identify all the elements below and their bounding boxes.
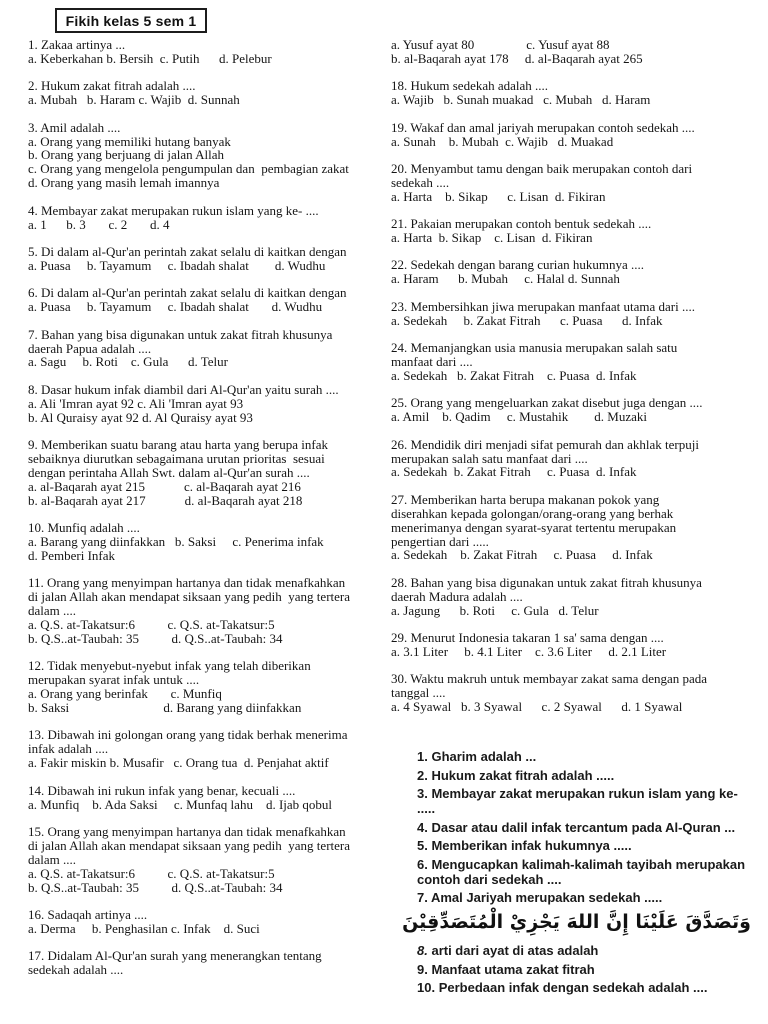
question-block: [391, 672, 751, 714]
question-line: a. Sedekah b. Zakat Fitrah c. Puasa d. Infak: [391, 464, 637, 480]
question-line: a. Sunah b. Mubah c. Wajib d. Muakad: [391, 133, 614, 149]
essay-item: [417, 980, 751, 995]
essay-item-number: 2.: [417, 767, 432, 783]
question-line: b. Orang yang berjuang di jalan Allah: [28, 147, 225, 163]
question-block: [28, 825, 378, 895]
question-block: [28, 728, 378, 770]
question-line: a. Derma b. Penghasilan c. Infak d. Suci: [28, 920, 260, 936]
question-line: d. Orang yang masih lemah imannya: [28, 175, 220, 191]
question-block: [28, 438, 378, 508]
question-line: b. Q.S..at-Taubah: 35 d. Q.S..at-Taubah: 34: [28, 630, 283, 646]
question-line: a. 4 Syawal b. 3 Syawal c. 2 Syawal d. 1 Syawal: [391, 699, 683, 715]
question-line: merupakan syarat infak untuk ....: [28, 672, 200, 688]
essay-section: [402, 749, 751, 999]
question-line: menerimanya dengan syarat-syarat tertentu merupakan: [391, 519, 677, 535]
question-line: 10. Munfiq adalah ....: [28, 520, 140, 536]
essay-item-text: arti dari ayat di atas adalah: [431, 943, 599, 958]
question-line: tanggal ....: [391, 685, 446, 701]
essay-item: [417, 943, 751, 958]
essay-item: [417, 857, 751, 887]
question-line: 11. Orang yang menyimpan hartanya dan tidak menafkahkan: [28, 575, 346, 591]
question-line: sebaiknya diurutkan sebagaimana urutan prioritas sesuai: [28, 450, 325, 466]
question-block: [28, 949, 378, 977]
title-box: [55, 8, 207, 33]
question-line: a. al-Baqarah ayat 215 c. al-Baqarah ayat 216: [28, 478, 301, 494]
question-line: a. Ali 'Imran ayat 92 c. Ali 'Imran ayat 93: [28, 395, 244, 411]
question-line: dalam ....: [28, 851, 77, 867]
essay-item-number: 7.: [417, 890, 431, 905]
questions-column-right: [391, 38, 751, 728]
question-line: a. Puasa b. Tayamum c. Ibadah shalat d. Wudhu: [28, 257, 326, 273]
question-line: diserahkan kepada golongan/orang-orang yang berhak: [391, 505, 674, 521]
question-line: a. 3.1 Liter b. 4.1 Liter c. 3.6 Liter d. 2.1 Liter: [391, 644, 667, 659]
essay-item-number: 10.: [417, 980, 439, 995]
question-line: 29. Menurut Indonesia takaran 1 sa' sama dengan ....: [391, 630, 664, 646]
question-line: a. Q.S. at-Takatsur:6 c. Q.S. at-Takatsur:5: [28, 865, 275, 881]
question-line: a. Harta b. Sikap c. Lisan d. Fikiran: [391, 230, 593, 246]
question-block: [28, 204, 378, 232]
essay-item-number: 5.: [417, 838, 432, 853]
question-line: 18. Hukum sedekah adalah ....: [391, 78, 549, 94]
question-line: 9. Memberikan suatu barang atau harta yang berupa infak: [28, 437, 328, 453]
question-line: dalam ....: [28, 603, 77, 619]
essay-item-text: Membayar zakat merupakan rukun islam yang ke- .....: [417, 786, 738, 816]
question-line: 5. Di dalam al-Qur'an perintah zakat selalu di kaitkan dengan: [28, 243, 347, 259]
question-line: a. Puasa b. Tayamum c. Ibadah shalat d. Wudhu: [28, 299, 323, 315]
question-line: merupakan salah satu manfaat dari ....: [391, 450, 588, 466]
question-line: b. al-Baqarah ayat 217 d. al-Baqarah ayat 218: [28, 492, 303, 508]
question-block: [28, 784, 378, 812]
question-block: [391, 162, 751, 204]
question-line: a. Mubah b. Haram c. Wajib d. Sunnah: [28, 92, 240, 108]
question-line: daerah Papua adalah ....: [28, 340, 152, 356]
question-line: 19. Wakaf dan amal jariyah merupakan contoh sedekah ....: [391, 119, 695, 135]
question-block: [28, 121, 378, 191]
question-line: d. Pemberi Infak: [28, 547, 116, 563]
question-block: [28, 38, 378, 66]
question-line: 28. Bahan yang bisa digunakan untuk zakat fitrah khusunya: [391, 574, 702, 590]
question-line: a. Yusuf ayat 80 c. Yusuf ayat 88: [391, 37, 610, 52]
question-line: 17. Didalam Al-Qur'an surah yang menerangkan tentang: [28, 948, 322, 964]
question-line: a. Q.S. at-Takatsur:6 c. Q.S. at-Takatsur:5: [28, 617, 275, 632]
question-block: [391, 576, 751, 618]
essay-item-number: 9.: [417, 961, 432, 977]
question-block: [28, 328, 378, 370]
question-block: [28, 521, 378, 563]
question-line: a. Sedekah b. Zakat Fitrah c. Puasa d. Infak: [391, 312, 663, 328]
arabic-verse: وَتَصَدَّقَ عَلَيْنَا إِنَّ اللهَ يَجْزِيْ الْمُتَصَدِّقِيْنَ: [402, 911, 751, 933]
question-block: [391, 300, 751, 328]
essay-list-before-verse: [417, 749, 751, 905]
question-block: [28, 659, 378, 715]
question-line: di jalan Allah akan mendapat siksaan yang pedih yang tertera: [28, 589, 350, 605]
essay-item: [417, 768, 751, 783]
question-line: 15. Orang yang menyimpan hartanya dan tidak menafkahkan: [28, 823, 346, 839]
essay-item: [417, 890, 751, 905]
question-line: 3. Amil adalah ....: [28, 119, 121, 135]
question-line: infak adalah ....: [28, 741, 109, 757]
question-line: sedekah ....: [391, 174, 450, 190]
essay-item: [417, 820, 751, 835]
question-line: 24. Memanjangkan usia manusia merupakan salah satu: [391, 340, 678, 356]
question-line: a. Fakir miskin b. Musafir c. Orang tua d. Penjahat aktif: [28, 755, 329, 771]
question-line: 12. Tidak menyebut-nyebut infak yang telah diberikan: [28, 658, 311, 674]
question-block: [28, 383, 378, 425]
question-line: b. Q.S..at-Taubah: 35 d. Q.S..at-Taubah: 34: [28, 879, 283, 895]
essay-item-number: 8.: [417, 943, 432, 958]
question-line: a. 1 b. 3 c. 2 d. 4: [28, 216, 170, 232]
question-block: [391, 258, 751, 286]
question-line: a. Keberkahan b. Bersih c. Putih d. Pelebur: [28, 50, 272, 66]
questions-column-left: [28, 38, 378, 991]
essay-item: [417, 838, 751, 853]
question-block: [391, 79, 751, 107]
question-line: 27. Memberikan harta berupa makanan pokok yang: [391, 491, 660, 507]
essay-item: [417, 962, 751, 977]
question-line: 13. Dibawah ini golongan orang yang tidak berhak menerima: [28, 727, 348, 743]
question-line: 8. Dasar hukum infak diambil dari Al-Qur'an yaitu surah ....: [28, 381, 339, 397]
essay-item-number: 4.: [417, 819, 432, 835]
question-line: di jalan Allah akan mendapat siksaan yang pedih yang tertera: [28, 837, 350, 853]
question-line: 16. Sadaqah artinya ....: [28, 907, 148, 922]
question-line: 30. Waktu makruh untuk membayar zakat sama dengan pada: [391, 671, 708, 687]
essay-list-after-verse: [417, 943, 751, 995]
question-block: [391, 438, 751, 480]
question-line: 22. Sedekah dengan barang curian hukumnya ....: [391, 257, 645, 273]
question-line: a. Sedekah b. Zakat Fitrah c. Puasa d. Infak: [391, 547, 653, 563]
essay-item-text: Memberikan infak hukumnya .....: [431, 838, 632, 853]
question-line: 21. Pakaian merupakan contoh bentuk sedekah ....: [391, 216, 652, 232]
question-line: daerah Madura adalah ....: [391, 588, 523, 604]
question-line: 23. Membersihkan jiwa merupakan manfaat utama dari ....: [391, 298, 695, 314]
essay-item-number: 6.: [417, 856, 432, 872]
essay-item-text: Perbedaan infak dengan sedekah adalah ....: [438, 980, 708, 995]
question-line: 20. Menyambut tamu dengan baik merupakan contoh dari: [391, 160, 693, 176]
question-line: a. Wajib b. Sunah muakad c. Mubah d. Haram: [391, 92, 651, 108]
question-line: a. Barang yang diinfakkan b. Saksi c. Penerima infak: [28, 533, 324, 549]
question-line: b. Al Quraisy ayat 92 d. Al Quraisy ayat 93: [28, 409, 253, 425]
question-line: 25. Orang yang mengeluarkan zakat disebut juga dengan ....: [391, 395, 703, 411]
question-block: [391, 631, 751, 659]
question-line: b. Saksi d. Barang yang diinfakkan: [28, 700, 302, 716]
question-line: c. Orang yang mengelola pengumpulan dan pembagian zakat: [28, 161, 349, 177]
question-line: 2. Hukum zakat fitrah adalah ....: [28, 78, 196, 94]
question-line: a. Haram b. Mubah c. Halal d. Sunnah: [391, 271, 620, 287]
question-line: 6. Di dalam al-Qur'an perintah zakat selalu di kaitkan dengan: [28, 285, 347, 301]
question-block: [391, 396, 751, 424]
essay-item-text: Mengucapkan kalimah-kalimah tayibah merupakan contoh dari sedekah ....: [417, 856, 746, 887]
question-block: [391, 38, 751, 66]
question-block: [391, 217, 751, 245]
essay-item-text: Dasar atau dalil infak tercantum pada Al-Quran ...: [431, 819, 736, 835]
question-line: dengan perintaha Allah Swt. dalam al-Qur'an surah ....: [28, 464, 310, 480]
essay-item-text: Hukum zakat fitrah adalah .....: [431, 767, 615, 783]
essay-item-number: 3.: [417, 786, 432, 801]
question-line: 7. Bahan yang bisa digunakan untuk zakat fitrah khusunya: [28, 326, 333, 342]
question-line: 4. Membayar zakat merupakan rukun islam yang ke- ....: [28, 202, 319, 218]
question-block: [28, 576, 378, 646]
question-line: a. Munfiq b. Ada Saksi c. Munfaq lahu d. Ijab qobul: [28, 796, 333, 812]
question-line: a. Sagu b. Roti c. Gula d. Telur: [28, 354, 228, 370]
question-line: a. Amil b. Qadim c. Mustahik d. Muzaki: [391, 409, 648, 425]
essay-item: [417, 786, 751, 816]
essay-item-text: Manfaat utama zakat fitrah: [431, 961, 595, 977]
question-block: [28, 908, 378, 936]
question-block: [391, 341, 751, 383]
question-line: pengertian dari .....: [391, 533, 489, 549]
essay-item: [417, 749, 751, 764]
essay-item-text: Amal Jariyah merupakan sedekah .....: [430, 890, 663, 905]
question-block: [28, 245, 378, 273]
question-block: [391, 121, 751, 149]
question-block: [28, 79, 378, 107]
page-title: Fikih kelas 5 sem 1: [65, 12, 197, 29]
question-line: a. Orang yang berinfak c. Munfiq: [28, 686, 222, 702]
question-line: b. al-Baqarah ayat 178 d. al-Baqarah ayat 265: [391, 50, 643, 66]
question-line: 14. Dibawah ini rukun infak yang benar, kecuali ....: [28, 782, 296, 798]
essay-item-number: 1.: [417, 749, 432, 764]
essay-item-text: Gharim adalah ...: [431, 749, 537, 764]
question-line: a. Harta b. Sikap c. Lisan d. Fikiran: [391, 188, 606, 204]
question-line: sedekah adalah ....: [28, 962, 124, 978]
question-block: [391, 493, 751, 563]
question-line: 1. Zakaa artinya ...: [28, 37, 126, 52]
question-line: a. Sedekah b. Zakat Fitrah c. Puasa d. Infak: [391, 367, 637, 383]
question-line: manfaat dari ....: [391, 354, 473, 369]
question-line: a. Orang yang memiliki hutang banyak: [28, 133, 231, 149]
question-line: a. Jagung b. Roti c. Gula d. Telur: [391, 602, 599, 618]
question-block: [28, 286, 378, 314]
question-line: 26. Mendidik diri menjadi sifat pemurah dan akhlak terpuji: [391, 436, 699, 452]
